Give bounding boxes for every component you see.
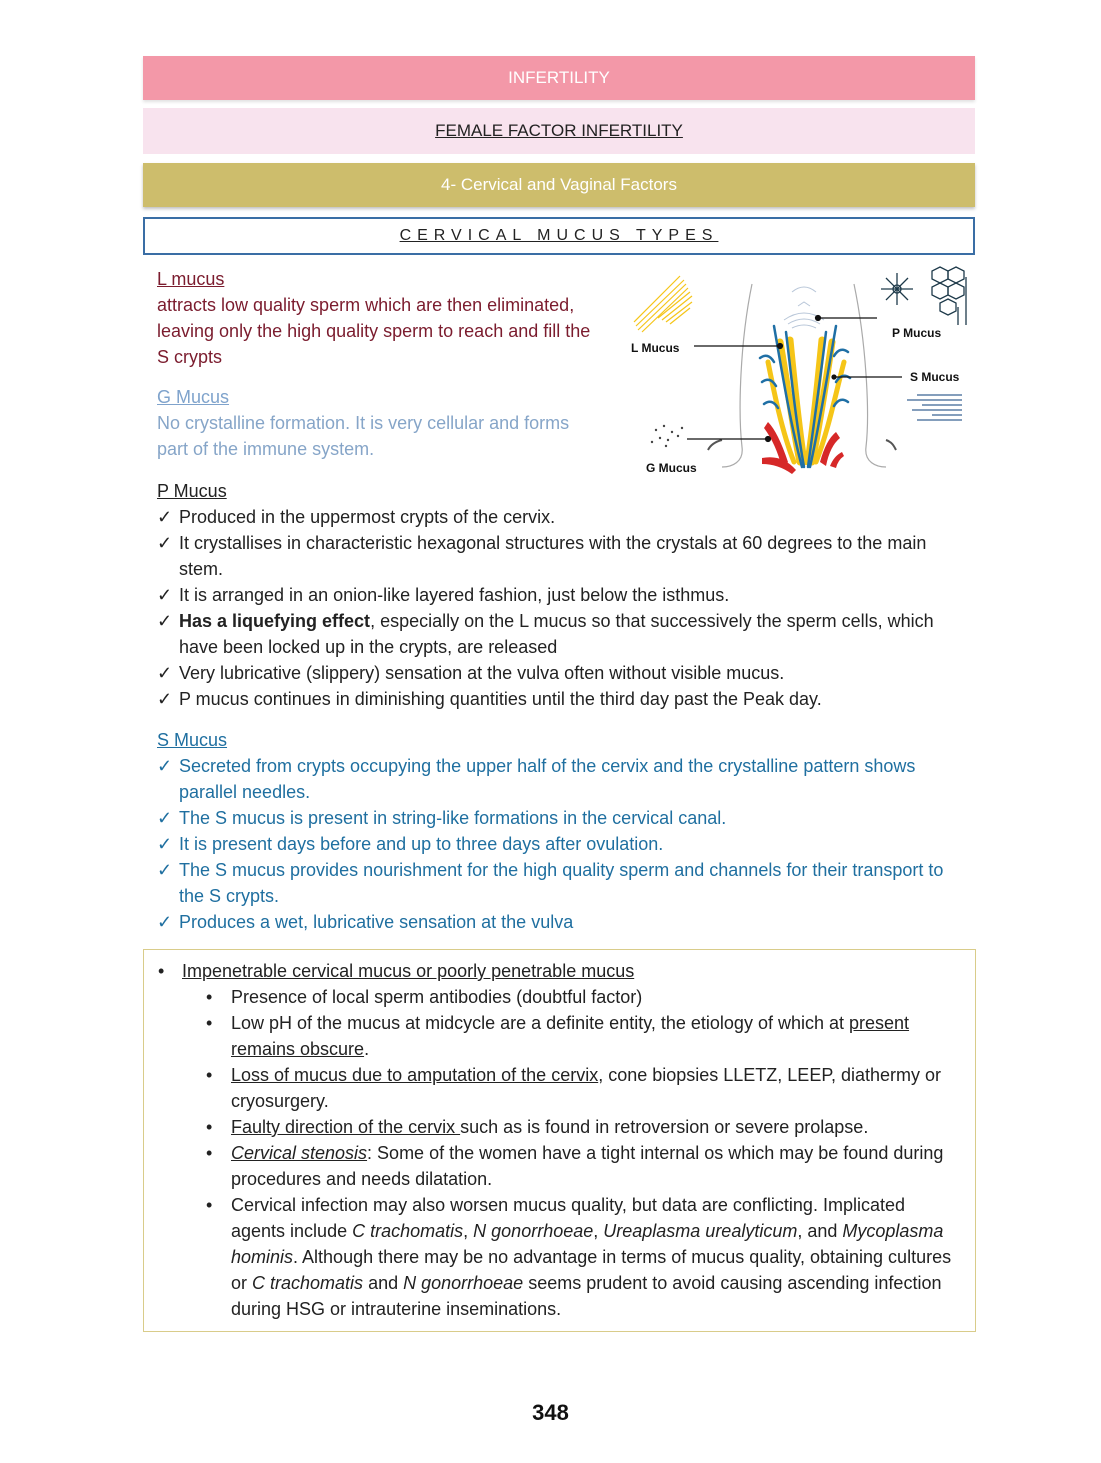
checkmark-icon: ✓	[157, 756, 173, 776]
list-item: ✓ The S mucus provides nourishment for the high quality sperm and channels for their transport to the S crypts.	[157, 857, 967, 909]
bullet-icon: •	[206, 1013, 213, 1033]
list-item: ✓ Produced in the uppermost crypts of the cervix.	[157, 504, 967, 530]
g-mucus-cells-icon	[651, 425, 683, 447]
bullet-icon: •	[158, 961, 165, 981]
s-mucus-heading: S Mucus	[157, 730, 228, 750]
topic-title: CERVICAL MUCUS TYPES	[399, 227, 719, 244]
s-mucus-list	[157, 753, 967, 935]
list-item: ✓ It is present days before and up to three days after ovulation.	[157, 831, 967, 857]
list-item: ✓ The S mucus is present in string-like formations in the cervical canal.	[157, 805, 967, 831]
bullet-icon: •	[206, 1117, 213, 1137]
list-item: • Presence of local sperm antibodies (doubtful factor)	[206, 984, 958, 1010]
svg-text:S Mucus: S Mucus	[910, 370, 960, 384]
checkmark-icon: ✓	[157, 834, 173, 854]
p-mucus-heading: P Mucus	[157, 481, 227, 501]
bullet-icon: •	[206, 1065, 213, 1085]
s-mucus-needles-icon	[907, 395, 962, 420]
box-heading: Impenetrable cervical mucus or poorly penetrable mucus	[182, 961, 635, 981]
list-item: ✓ Very lubricative (slippery) sensation at the vulva often without visible mucus.	[157, 660, 967, 686]
svg-text:P Mucus: P Mucus	[892, 326, 942, 340]
list-item: ✓ Has a liquefying effect, especially on the L mucus so that successively the sperm cells, which have been locked up in the crypts, are released	[157, 608, 967, 660]
list-item: ✓ It crystallises in characteristic hexagonal structures with the crystals at 60 degrees to the main stem.	[157, 530, 967, 582]
p-mucus-list	[157, 504, 967, 712]
topic-banner	[143, 217, 975, 255]
svg-text:G Mucus: G Mucus	[646, 461, 697, 475]
checkmark-icon: ✓	[157, 663, 173, 683]
bullet-icon: •	[206, 1195, 213, 1215]
bullet-icon: •	[206, 987, 213, 1007]
l-mucus-crystal-icon	[634, 276, 692, 332]
cervix-mucus-diagram	[622, 262, 970, 482]
list-item: • Loss of mucus due to amputation of the cervix, cone biopsies LLETZ, LEEP, diathermy or cryosurgery.	[206, 1062, 958, 1114]
checkmark-icon: ✓	[157, 689, 173, 709]
p-mucus-crystal-icon	[881, 267, 966, 325]
checkmark-icon: ✓	[157, 585, 173, 605]
g-mucus-description: No crystalline formation. It is very cellular and forms part of the immune system.	[157, 413, 570, 459]
checkmark-icon: ✓	[157, 808, 173, 828]
svg-text:L Mucus: L Mucus	[631, 341, 680, 355]
checkmark-icon: ✓	[157, 912, 173, 932]
l-mucus-description: attracts low quality sperm which are then eliminated, leaving only the high quality sperm to reach and fill the S crypts	[157, 295, 591, 367]
g-mucus-heading: G Mucus	[157, 387, 230, 407]
bullet-icon: •	[206, 1143, 213, 1163]
list-item: ✓ It is arranged in an onion-like layered fashion, just below the isthmus.	[157, 582, 967, 608]
chapter-banner	[143, 56, 975, 100]
subsection-title: 4- Cervical and Vaginal Factors	[441, 175, 677, 194]
checkmark-icon: ✓	[157, 611, 173, 631]
section-banner	[143, 108, 975, 154]
checkmark-icon: ✓	[157, 507, 173, 527]
checkmark-icon: ✓	[157, 533, 173, 553]
impenetrable-mucus-box	[143, 949, 976, 1332]
list-item: • Faulty direction of the cervix such as is found in retroversion or severe prolapse.	[206, 1114, 958, 1140]
subsection-banner	[143, 163, 975, 207]
l-mucus-heading: L mucus	[157, 269, 225, 289]
page-number: 348	[532, 1400, 569, 1425]
list-item: • Low pH of the mucus at midcycle are a definite entity, the etiology of which at present remains obscure.	[206, 1010, 958, 1062]
list-item: • Cervical stenosis: Some of the women have a tight internal os which may be found during procedures and needs dilatation.	[206, 1140, 958, 1192]
checkmark-icon: ✓	[157, 860, 173, 880]
list-item: ✓ P mucus continues in diminishing quantities until the third day past the Peak day.	[157, 686, 967, 712]
chapter-title: INFERTILITY	[508, 68, 610, 87]
list-item	[158, 958, 958, 1322]
list-item: ✓ Secreted from crypts occupying the upper half of the cervix and the crystalline pattern shows parallel needles.	[157, 753, 967, 805]
list-item: ✓ Produces a wet, lubricative sensation at the vulva	[157, 909, 967, 935]
list-item: • Cervical infection may also worsen mucus quality, but data are conflicting. Implicated agents include C trachomatis, N gonorrhoeae, Ureaplasma urealyticum, and Mycoplasma hominis. Although there may be no advantage in terms of mucus quality, obtaining cultures or C trachomatis and N gonorrhoeae seems prudent to avoid causing ascending infection during HSG or intrauterine inseminations.	[206, 1192, 958, 1322]
section-title: FEMALE FACTOR INFERTILITY	[435, 121, 683, 140]
